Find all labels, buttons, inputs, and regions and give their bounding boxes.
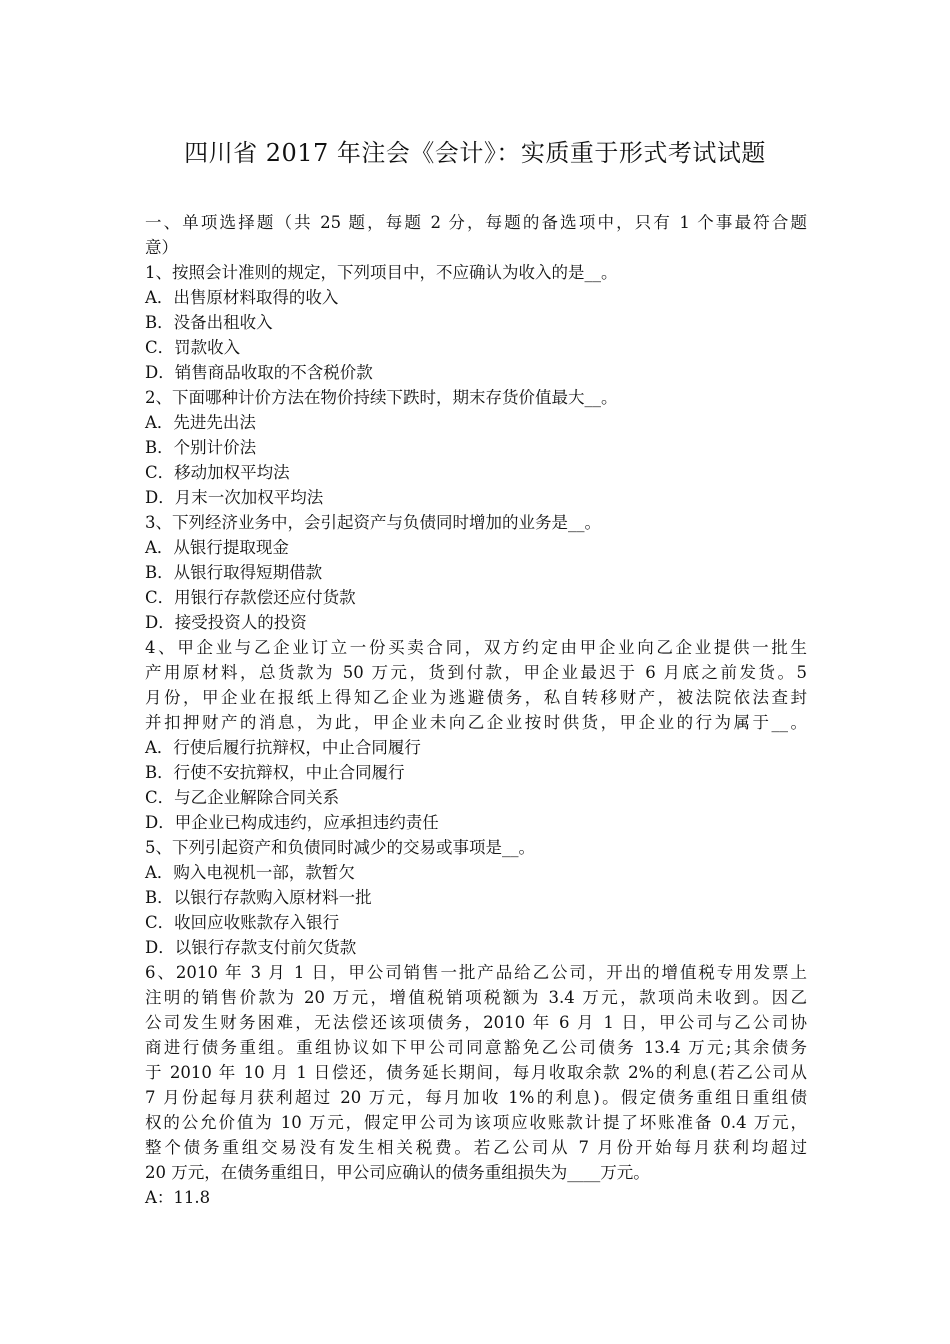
q3-option-a: A．从银行提取现金 [145,538,289,557]
q5-option-d: D．以银行存款支付前欠货款 [145,938,357,957]
question-6-line-9: 20 万元，在债务重组日，甲公司应确认的债务重组损失为____万元。 [145,1163,650,1182]
document-title: 四川省 2017 年注会《会计》：实质重于形式考试试题 [184,139,766,167]
question-4-line-1: 4、甲企业与乙企业订立一份买卖合同，双方约定由甲企业向乙企业提供一批生 [145,638,807,657]
question-4-line-2: 产用原材料，总货款为 50 万元，货到付款，甲企业最迟于 6 月底之前发货。5 [145,663,807,682]
q4-option-b: B．行使不安抗辩权，中止合同履行 [145,763,405,782]
question-2: 2、下面哪种计价方法在物价持续下跌时，期末存货价值最大__。 [145,388,618,407]
q6-option-a: A：11.8 [145,1188,211,1207]
q5-option-c: C．收回应收账款存入银行 [145,913,340,932]
section-heading-cont: 意） [145,238,178,257]
question-6-line-4: 商进行债务重组。重组协议如下甲公司同意豁免乙公司债务 13.4 万元;其余债务 [145,1038,807,1057]
q5-option-b: B．以银行存款购入原材料一批 [145,888,372,907]
question-6-line-3: 公司发生财务困难，无法偿还该项债务，2010 年 6 月 1 日，甲公司与乙公司协 [145,1013,807,1032]
q2-option-c: C．移动加权平均法 [145,463,290,482]
q4-option-a: A．行使后履行抗辩权，中止合同履行 [145,738,421,757]
question-6-line-8: 整个债务重组交易没有发生相关税费。若乙公司从 7 月份开始每月获利均超过 [145,1138,807,1157]
q2-option-a: A．先进先出法 [145,413,256,432]
question-3: 3、下列经济业务中，会引起资产与负债同时增加的业务是__。 [145,513,601,532]
section-heading: 一、单项选择题（共 25 题，每题 2 分，每题的备选项中，只有 1 个事最符合题 [145,213,807,232]
question-4-line-3: 月份，甲企业在报纸上得知乙企业为逃避债务，私自转移财产，被法院依法查封 [145,688,807,707]
q1-option-b: B．没备出租收入 [145,313,273,332]
q3-option-c: C．用银行存款偿还应付货款 [145,588,356,607]
q1-option-a: A．出售原材料取得的收入 [145,288,339,307]
q1-option-d: D．销售商品收取的不含税价款 [145,363,373,382]
q3-option-d: D．接受投资人的投资 [145,613,307,632]
question-5: 5、下列引起资产和负债同时减少的交易或事项是__。 [145,838,535,857]
q4-option-c: C．与乙企业解除合同关系 [145,788,340,807]
question-6-line-6: 7 月份起每月获利超过 20 万元，每月加收 1%的利息)。假定债务重组日重组债 [145,1088,807,1107]
q5-option-a: A．购入电视机一部，款暂欠 [145,863,355,882]
q2-option-b: B．个别计价法 [145,438,257,457]
question-4-line-4: 并扣押财产的消息，为此，甲企业未向乙企业按时供货，甲企业的行为属于__。 [145,713,807,732]
question-6-line-5: 于 2010 年 10 月 1 日偿还，债务延长期间，每月收取余款 2%的利息(若乙公司从 [145,1063,807,1082]
question-6-line-1: 6、2010 年 3 月 1 日，甲公司销售一批产品给乙公司，开出的增值税专用发票上 [145,963,807,982]
q1-option-c: C．罚款收入 [145,338,241,357]
q4-option-d: D．甲企业已构成违约，应承担违约责任 [145,813,439,832]
q3-option-b: B．从银行取得短期借款 [145,563,323,582]
q2-option-d: D．月末一次加权平均法 [145,488,324,507]
question-1: 1、按照会计准则的规定，下列项目中，不应确认为收入的是__。 [145,263,618,282]
question-6-line-2: 注明的销售价款为 20 万元，增值税销项税额为 3.4 万元，款项尚未收到。因乙 [145,988,807,1007]
question-6-line-7: 权的公允价值为 10 万元，假定甲公司为该项应收账款计提了坏账准备 0.4 万元， [145,1113,807,1132]
